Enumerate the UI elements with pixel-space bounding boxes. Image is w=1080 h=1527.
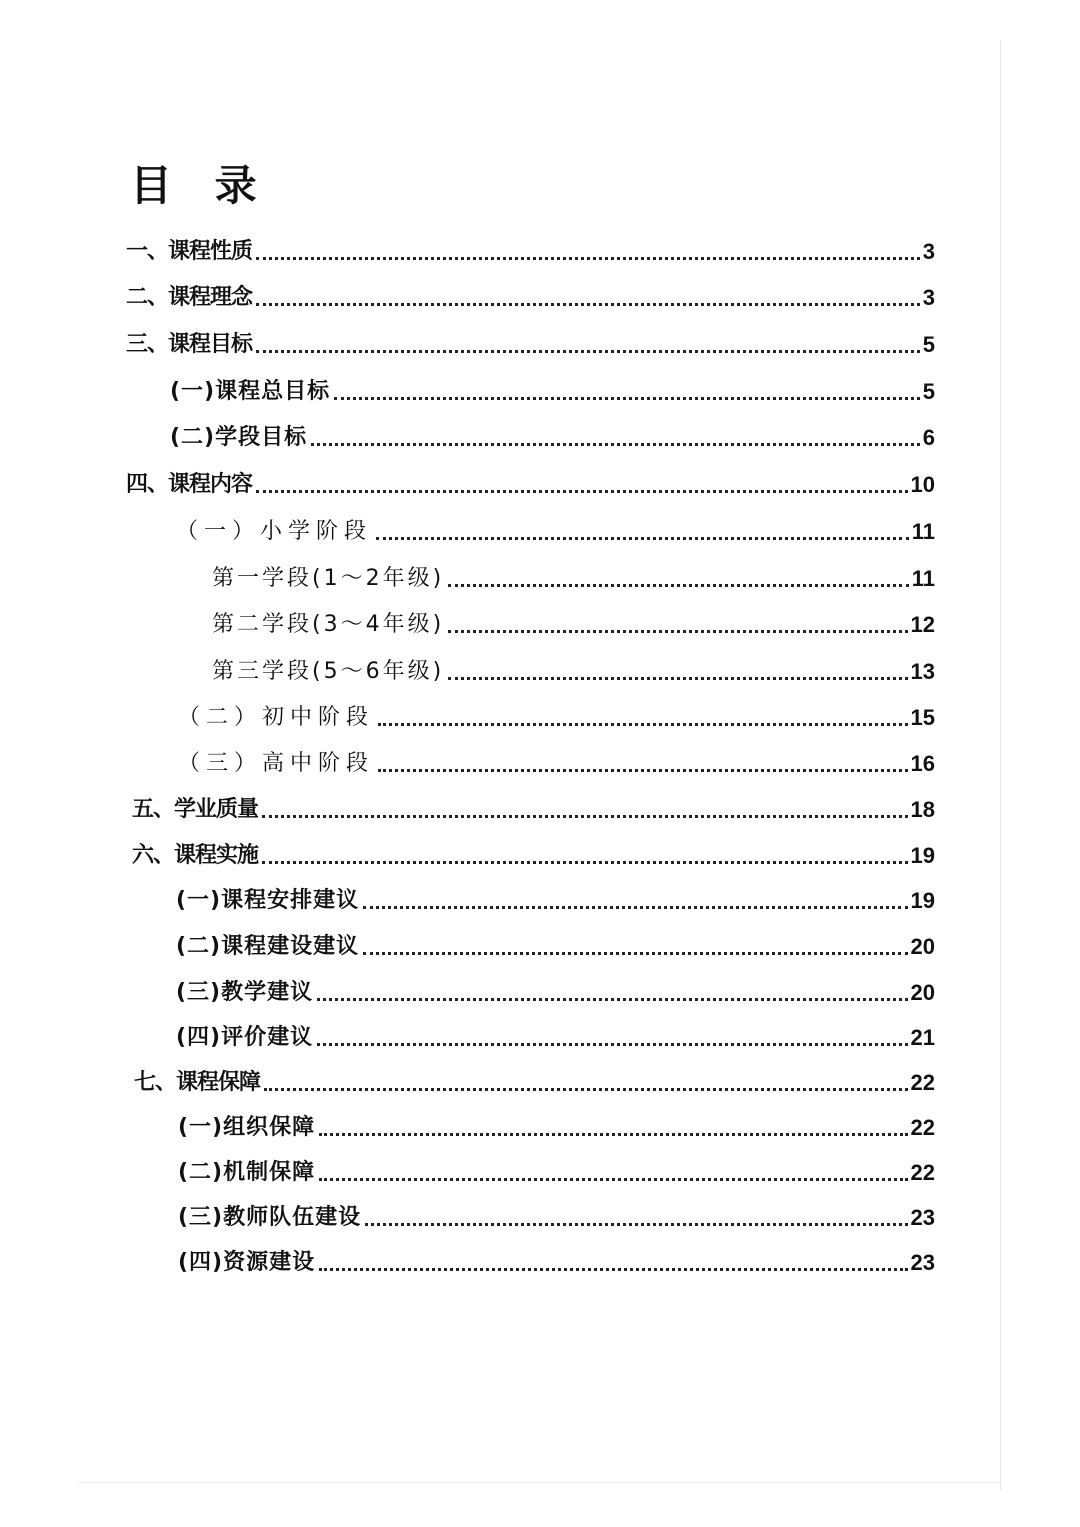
toc-leader xyxy=(319,1133,907,1136)
toc-entry-label: 第一学段(1～2年级) xyxy=(212,566,445,591)
toc-leader xyxy=(334,397,920,400)
toc-entry-page: 20 xyxy=(910,934,935,959)
toc-entry-label: (二)机制保障 xyxy=(178,1160,316,1185)
toc-entry-page: 21 xyxy=(910,1025,935,1050)
toc-entry-page: 23 xyxy=(910,1250,935,1275)
toc-leader xyxy=(317,1043,907,1046)
toc-entry-page: 18 xyxy=(910,797,935,822)
toc-entry-label: (二)课程建设建议 xyxy=(176,934,360,959)
toc-leader xyxy=(376,537,909,540)
toc-leader xyxy=(378,769,908,772)
toc-entry-label: 七、课程保障 xyxy=(134,1070,261,1095)
toc-leader xyxy=(264,1088,908,1091)
toc-entry[interactable] xyxy=(176,882,935,916)
toc-entry-page: 6 xyxy=(922,425,935,450)
toc-entry-page: 20 xyxy=(910,980,935,1005)
toc-entry-page: 5 xyxy=(922,379,935,404)
toc-entry-label: 第二学段(3～4年级) xyxy=(212,612,445,637)
toc-leader xyxy=(319,1178,907,1181)
toc-leader xyxy=(256,350,920,353)
toc-entry[interactable] xyxy=(176,1019,935,1053)
toc-leader xyxy=(262,815,908,818)
toc-entry-label: (三)教师队伍建设 xyxy=(178,1205,362,1230)
toc-entry-page: 22 xyxy=(910,1160,935,1185)
toc-leader xyxy=(365,1223,907,1226)
toc-leader xyxy=(311,443,920,446)
toc-entry-label: 五、学业质量 xyxy=(132,797,259,822)
toc-entry[interactable] xyxy=(126,233,935,267)
toc-leader xyxy=(319,1268,907,1271)
toc-leader xyxy=(317,998,907,1001)
toc-entry[interactable] xyxy=(212,606,935,640)
toc-entry-label: （一）小学阶段 xyxy=(176,519,373,544)
toc-leader xyxy=(256,303,920,306)
toc-entry-page: 15 xyxy=(910,705,935,730)
toc-entry-page: 19 xyxy=(910,888,935,913)
toc-entry-page: 16 xyxy=(910,751,935,776)
page-title: 目 录 xyxy=(130,161,271,210)
toc-entry[interactable] xyxy=(178,1244,935,1278)
toc-entry-page: 3 xyxy=(922,239,935,264)
toc-entry-label: 六、课程实施 xyxy=(132,843,259,868)
toc-entry-label: (四)评价建议 xyxy=(176,1025,314,1050)
toc-entry[interactable] xyxy=(178,1154,935,1188)
toc-leader xyxy=(256,257,920,260)
toc-entry-label: (一)课程安排建议 xyxy=(176,888,360,913)
toc-entry-label: (三)教学建议 xyxy=(176,980,314,1005)
toc-leader xyxy=(363,952,907,955)
toc-entry-label: （三）高中阶段 xyxy=(178,751,375,776)
toc-entry-page: 23 xyxy=(910,1205,935,1230)
toc-entry-label: 一、课程性质 xyxy=(126,239,253,264)
toc-entry[interactable] xyxy=(178,699,935,733)
toc-entry-label: (四)资源建设 xyxy=(178,1250,316,1275)
toc-entry-label: 二、课程理念 xyxy=(126,285,253,310)
toc-entry[interactable] xyxy=(126,466,935,500)
toc-entry[interactable] xyxy=(126,326,935,360)
toc-entry-page: 5 xyxy=(922,332,935,357)
toc-entry-page: 13 xyxy=(910,659,935,684)
toc-leader xyxy=(378,723,908,726)
toc-entry-label: (二)学段目标 xyxy=(170,425,308,450)
toc-entry[interactable] xyxy=(170,373,935,407)
toc-entry[interactable] xyxy=(178,1109,935,1143)
toc-entry[interactable] xyxy=(178,745,935,779)
toc-entry[interactable] xyxy=(176,974,935,1008)
toc-entry-page: 22 xyxy=(910,1070,935,1095)
toc-entry-page: 19 xyxy=(910,843,935,868)
toc-entry-label: (一)课程总目标 xyxy=(170,379,331,404)
toc-entry[interactable] xyxy=(176,513,935,547)
toc-leader xyxy=(256,490,908,493)
toc-leader xyxy=(363,906,907,909)
toc-entry[interactable] xyxy=(178,1199,935,1233)
toc-entry[interactable] xyxy=(170,419,935,453)
toc-entry[interactable] xyxy=(176,928,935,962)
toc-leader xyxy=(448,584,909,587)
toc-entry-label: 第三学段(5～6年级) xyxy=(212,659,445,684)
toc-entry[interactable] xyxy=(212,560,935,594)
toc-entry[interactable] xyxy=(134,1064,935,1098)
toc-entry[interactable] xyxy=(126,279,935,313)
toc-entry-label: （二）初中阶段 xyxy=(178,705,375,730)
toc-entry-page: 3 xyxy=(922,285,935,310)
toc-entry-page: 11 xyxy=(911,566,935,591)
toc-leader xyxy=(262,861,908,864)
toc-leader xyxy=(448,630,907,633)
toc-entry[interactable] xyxy=(212,653,935,687)
toc-entry-page: 10 xyxy=(910,472,935,497)
toc-entry[interactable] xyxy=(132,791,935,825)
toc-entry-page: 11 xyxy=(911,519,935,544)
toc-entry-page: 22 xyxy=(910,1115,935,1140)
toc-entry-label: (一)组织保障 xyxy=(178,1115,316,1140)
toc-entry[interactable] xyxy=(132,837,935,871)
toc-leader xyxy=(448,677,907,680)
toc-entry-label: 三、课程目标 xyxy=(126,332,253,357)
toc-entry-label: 四、课程内容 xyxy=(126,472,253,497)
toc-entry-page: 12 xyxy=(910,612,935,637)
